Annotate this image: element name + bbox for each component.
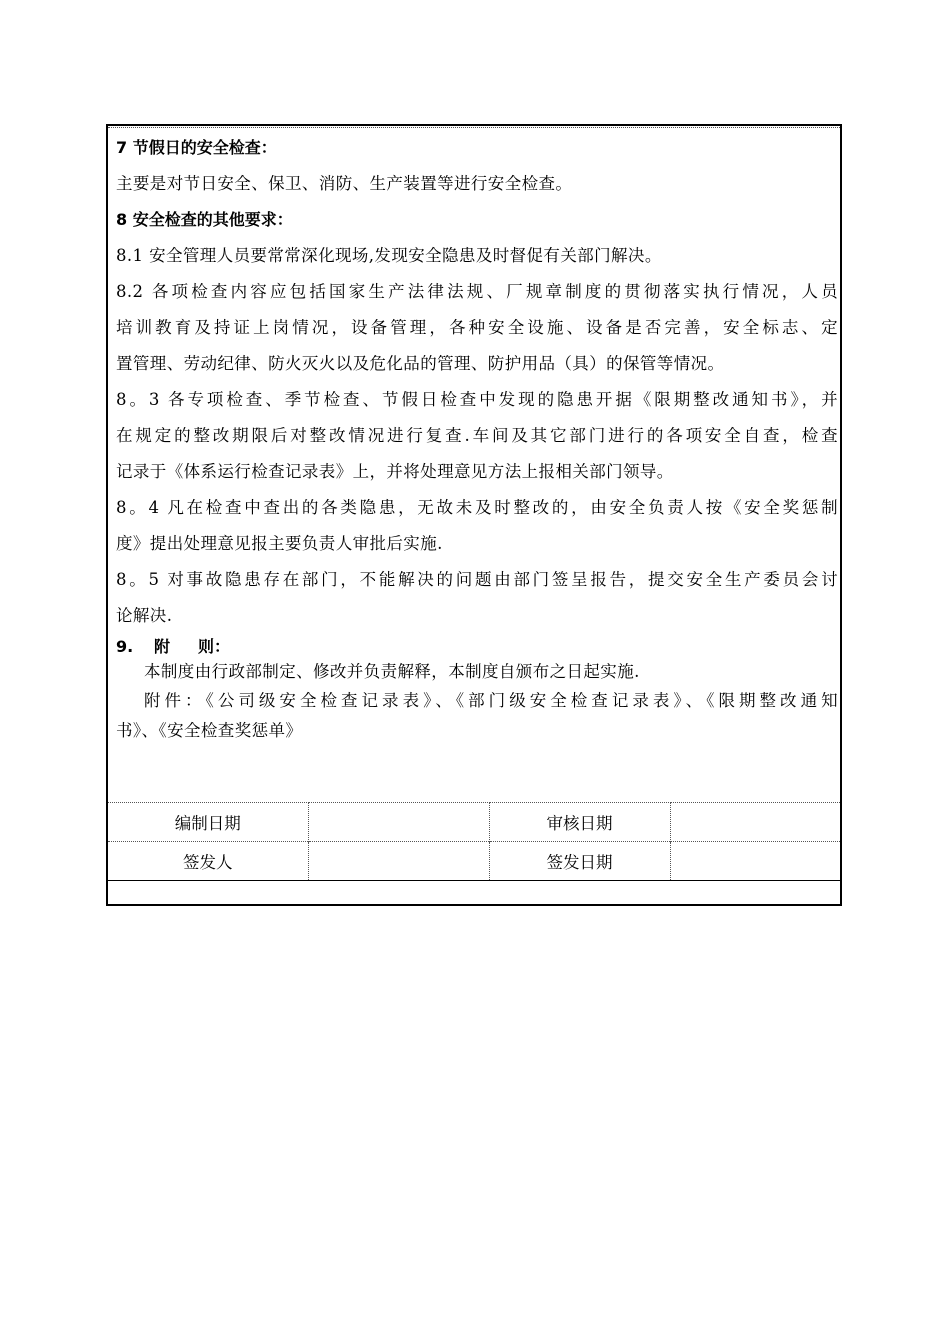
- section-8-line: 置管理、劳动纪律、防火灭火以及危化品的管理、防护用品（具）的保管等情况。: [116, 354, 725, 373]
- section-8-line: 记录于《体系运行检查记录表》上，并将处理意见方法上报相关部门领导。: [116, 462, 674, 481]
- section-7-body: 主要是对节日安全、保卫、消防、生产装置等进行安全检查。: [116, 174, 573, 193]
- table-cell-label: 签发人: [108, 842, 308, 881]
- table-cell-label: 审核日期: [489, 803, 670, 842]
- section-8-line: 8。4 凡在检查中查出的各类隐患，无故未及时整改的，由安全负责人按《安全奖惩制: [116, 498, 838, 517]
- table-cell-value: [308, 803, 489, 842]
- table-cell-value: [670, 803, 840, 842]
- section-9-heading-word: 附: [154, 637, 171, 656]
- section-8-line: 在规定的整改期限后对整改情况进行复查.车间及其它部门进行的各项安全自查，检查: [116, 426, 838, 445]
- section-7-heading: 7 节假日的安全检查：: [116, 138, 277, 157]
- section-8-line: 培训教育及持证上岗情况，设备管理，各种安全设施、设备是否完善，安全标志、定: [116, 318, 838, 337]
- table-cell-value: [308, 842, 489, 881]
- table-cell-label: 签发日期: [489, 842, 670, 881]
- section-9-heading: [116, 634, 838, 660]
- section-8-line: 8.1 安全管理人员要常常深化现场,发现安全隐患及时督促有关部门解决。: [116, 246, 662, 265]
- table-row: [108, 803, 840, 842]
- section-9-line: 书》、《安全检查奖惩单》: [116, 721, 303, 740]
- table-cell-value: [670, 842, 840, 881]
- section-8-line: 8。5 对事故隐患存在部门，不能解决的问题由部门签呈报告，提交安全生产委员会讨: [116, 570, 838, 589]
- section-9-number: 9.: [116, 637, 134, 656]
- section-9-heading-word: 则：: [198, 637, 231, 656]
- table-row: [108, 842, 840, 881]
- section-8-line: 论解决.: [116, 606, 173, 625]
- section-8-line: 8。3 各专项检查、季节检查、节假日检查中发现的隐患开据《限期整改通知书》，并: [116, 390, 838, 409]
- table-cell-label: 编制日期: [108, 803, 308, 842]
- document-frame: [106, 124, 842, 906]
- document-content: [116, 130, 838, 746]
- section-8-line: 8.2 各项检查内容应包括国家生产法律法规、厂规章制度的贯彻落实执行情况，人员: [116, 282, 838, 301]
- section-9-line: 附件：《公司级安全检查记录表》、《部门级安全检查记录表》、《限期整改通知: [144, 691, 838, 710]
- section-9-line: 本制度由行政部制定、修改并负责解释，本制度自颁布之日起实施.: [144, 662, 640, 681]
- section-8-line: 度》提出处理意见报主要负责人审批后实施.: [116, 534, 443, 553]
- signature-table: [108, 802, 840, 881]
- section-8-heading: 8 安全检查的其他要求：: [116, 210, 293, 229]
